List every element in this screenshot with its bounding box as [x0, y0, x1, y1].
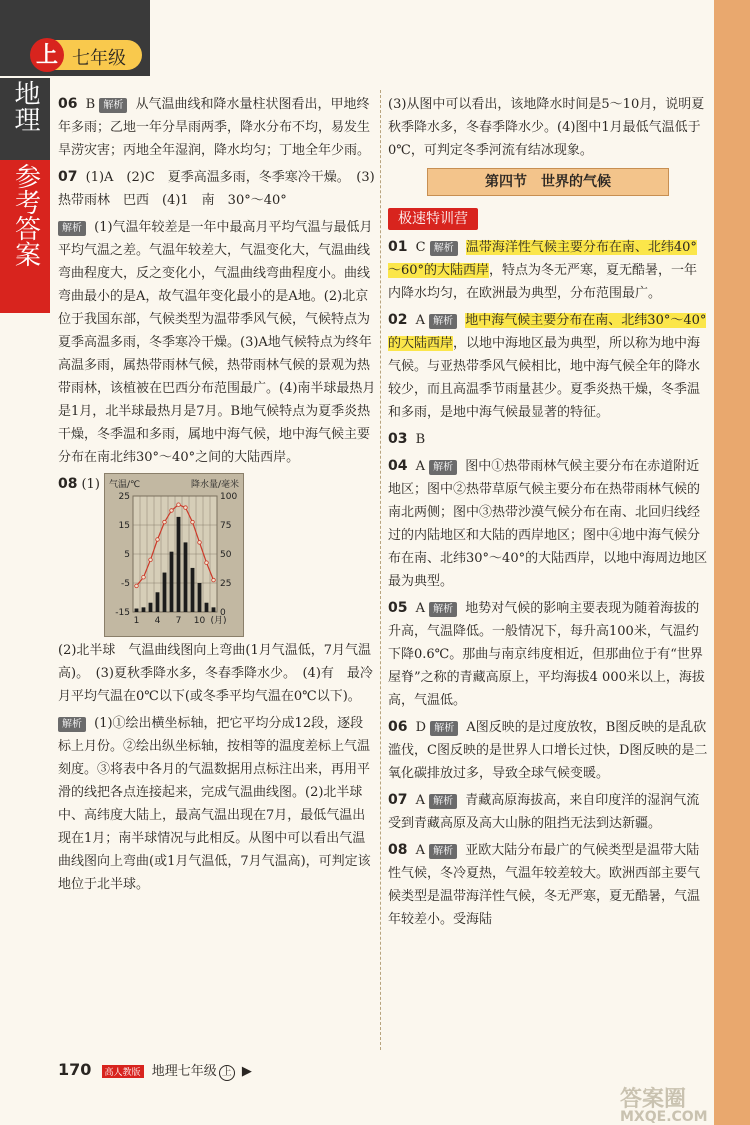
temperature-point — [170, 509, 174, 513]
subject-label: 地理 — [10, 80, 40, 132]
temperature-point — [163, 520, 167, 524]
precipitation-bar — [176, 517, 180, 612]
analysis-text: 图中①热带雨林气候主要分布在赤道附近地区；图中②热带草原气候主要分布在热带雨林气候的南北两侧；图中③热带沙漠气候分布在南、北回归线经过的内陆地区和大陆的西岸地区；图中④地中海气候分布在南、北纬30°～40°的大陆西岸，以地中海周边地区最为典型。 — [388, 459, 708, 589]
chart-row — [58, 473, 376, 637]
answer-05 — [388, 597, 708, 712]
precipitation-bar — [155, 592, 159, 612]
footer-mark: 上 — [219, 1065, 235, 1081]
answer-06 — [58, 93, 376, 162]
precipitation-bar — [183, 542, 187, 612]
temperature-point — [212, 578, 216, 582]
answer-choice: A — [415, 793, 426, 808]
y-right-tick-label: 25 — [219, 579, 232, 589]
x-axis-label: (月) — [210, 616, 227, 626]
y-right-tick-label: 0 — [219, 608, 226, 618]
y-left-tick-label: 5 — [124, 550, 130, 560]
left-column — [58, 93, 376, 900]
grade-text: 七年级 — [72, 48, 126, 69]
question-number: 06 — [388, 719, 408, 735]
x-tick-label: 1 — [133, 616, 140, 626]
analysis-tag: 解析 — [99, 98, 127, 113]
precipitation-bar — [169, 552, 173, 612]
highlighted-text: 地中海气候主要分布在南、北纬30°～40°的大陆西岸 — [388, 313, 707, 351]
answer-08 — [58, 473, 376, 708]
analysis-text: 亚欧大陆分布最广的气候类型是温带大陆性气候，冬冷夏热，气温年较差较大。欧洲西部主要气候类型是温带海洋性气候，冬无严寒，夏无酷暑，气温年较差小。受海陆 — [388, 843, 701, 927]
answer-07 — [58, 166, 376, 212]
footer-title: 地理七年级 — [151, 1064, 217, 1079]
analysis-tag: 解析 — [429, 314, 457, 329]
analysis-text: 青藏高原海拔高，来自印度洋的湿润气流受到青藏高原及高大山脉的阻挡无法到达新疆。 — [388, 793, 700, 831]
precipitation-bar — [134, 609, 138, 612]
analysis-text: A图反映的是过度放牧，B图反映的是乱砍滥伐，C图反映的是世界人口增长过快，D图反映的是二氧化碳排放过多，导致全球气候变暖。 — [388, 720, 708, 781]
grade-mark: 上 — [30, 38, 64, 72]
question-number: 04 — [388, 458, 408, 474]
question-number: 07 — [388, 792, 408, 808]
answer-part-2-4: (2)北半球 气温曲线图向上弯曲(1月气温低，7月气温高)。 (3)夏秋季降水多，冬春季降水少。 (4)有 最冷月平均气温在0℃以下(或冬季平均气温在0℃以下)。 — [58, 643, 373, 704]
section-title: 第四节 世界的气候 — [427, 168, 669, 196]
analysis-tag: 解析 — [430, 721, 458, 736]
highlighted-text: 温带海洋性气候主要分布在南、北纬40°～60°的大陆西岸 — [388, 240, 697, 278]
answer-choice: A — [415, 313, 426, 328]
question-number: 06 — [58, 96, 78, 112]
arrow-icon: ▶ — [241, 1064, 252, 1079]
answer-choice: B — [415, 432, 426, 447]
answer-choice: A — [415, 843, 426, 858]
answer-03 — [388, 428, 708, 451]
watermark-url: MXQE.COM — [620, 1109, 708, 1125]
analysis-07 — [58, 216, 376, 469]
analysis-text: 从气温曲线和降水量柱状图看出，甲地终年多雨；乙地一年分旱雨两季，降水分布不均，易发生旱涝灾害；丙地全年湿润，降水均匀；丁地全年少雨。 — [58, 97, 371, 158]
analysis-08-continued: (3)从图中可以看出，该地降水时间是5～10月，说明夏秋季降水多，冬春季降水少。(4)图中1月最低气温低于0℃，可判定冬季河流有结冰现象。 — [388, 97, 705, 158]
analysis-tag: 解析 — [429, 602, 457, 617]
y-right-tick-label: 50 — [219, 550, 232, 560]
answer-choice: D — [415, 720, 427, 735]
answer-choice: A — [415, 601, 426, 616]
answer-08 — [388, 839, 708, 931]
subject-tab — [0, 78, 50, 160]
precipitation-bar — [190, 568, 194, 612]
precipitation-bar — [162, 573, 166, 612]
answer-choice: A — [415, 459, 426, 474]
temperature-point — [177, 503, 181, 507]
answer-04 — [388, 455, 708, 593]
answer-choice: (1)A (2)C 夏季高温多雨，冬季寒冷干燥。 (3)热带雨林 巴西 (4)1 南 30°～40° — [58, 170, 375, 208]
question-number: 05 — [388, 600, 408, 616]
temperature-point — [198, 541, 202, 545]
temperature-point — [142, 575, 146, 579]
analysis-text: 地势对气候的影响主要表现为随着海拔的升高，气温降低。一般情况下，每升高100米，气温约下降0.6℃。那曲与南京纬度相近，但那曲位于有“世界屋脊”之称的青藏高原上，平均海拔4 000米以上，海拔高，气温低。 — [388, 601, 705, 708]
question-number: 02 — [388, 312, 408, 328]
analysis-tag: 解析 — [429, 844, 457, 859]
x-tick-label: 10 — [193, 616, 206, 626]
answer-07 — [388, 789, 708, 835]
analysis-text: (1)气温年较差是一年中最高月平均气温与最低月平均气温之差。气温年较差大，气温变化大，气温曲线弯曲程度大，反之变化小，气温曲线弯曲程度小。曲线弯曲最小的是A，故气温年变化最小的是A地。(2)北京位于我国东部，气候类型为温带季风气候，气候特点为夏季高温多雨，冬季寒冷干燥。(3)A地气候特点为终年高温多雨，属热带雨林气候，热带雨林气候的景观为热带雨林，该植被在巴西分布范围最广。(4)南半球最热月是1月，北半球最热月是7月。B地气候特点为夏季炎热干燥，冬季温和多雨，属地中海气候，地中海气候主要分布在南北纬30°～40°之间的大陆西岸。 — [58, 220, 376, 465]
y-right-tick-label: 75 — [219, 521, 232, 531]
temperature-point — [156, 538, 160, 542]
answer-01 — [388, 236, 708, 305]
section-tab-label: 参考答案 — [10, 163, 41, 267]
answer-02 — [388, 309, 708, 424]
column-divider — [380, 90, 381, 1050]
temperature-point — [135, 584, 139, 588]
page-footer — [58, 1060, 252, 1081]
question-number: 08 — [58, 476, 78, 492]
section-tab — [0, 160, 50, 313]
y-left-tick-label: -15 — [115, 608, 130, 618]
analysis-tag: 解析 — [429, 460, 457, 475]
precipitation-bar — [211, 607, 215, 612]
y-left-tick-label: 25 — [118, 492, 130, 502]
climate-chart-svg — [105, 474, 243, 636]
question-number: 07 — [58, 169, 78, 185]
answer-choice: C — [415, 240, 426, 255]
practice-badge: 极速特训营 — [388, 208, 478, 230]
temperature-point — [184, 506, 188, 510]
analysis-text: ，特点为冬无严寒，夏无酷暑，一年内降水均匀，在欧洲最为典型，分布范围最广。 — [388, 263, 698, 301]
answer-06 — [388, 716, 708, 785]
temperature-point — [205, 561, 209, 565]
precipitation-bar — [141, 607, 145, 612]
y-left-tick-label: 15 — [118, 521, 130, 531]
watermark — [620, 1082, 708, 1125]
analysis-text: (1)①绘出横坐标轴，把它平均分成12段，逐段标上月份。②绘出纵坐标轴，按相等的温度差标上气温刻度。③将表中各月的气温数据用点标注出来，再用平滑的线把各点连接起来，完成气温曲线图。(2)北半球中、高纬度大陆上，最高气温出现在7月，最低气温出现在1月；南半球情况与此相反。从图中可以看出气温曲线图向上弯曲(或1月气温低，7月气温高)，可判定该地位于北半球。 — [58, 716, 371, 892]
temperature-point — [191, 520, 195, 524]
analysis-tag: 解析 — [58, 221, 86, 236]
answer-part: (1) — [81, 477, 100, 492]
x-tick-label: 7 — [175, 616, 182, 626]
y-left-tick-label: -5 — [120, 579, 130, 589]
y-right-axis-label: 降水量/毫米 — [190, 480, 239, 490]
analysis-tag: 解析 — [58, 717, 86, 732]
analysis-08 — [58, 712, 376, 896]
answer-choice: B — [85, 97, 96, 112]
right-column — [388, 93, 708, 935]
series-badge: 高人教版 — [102, 1065, 144, 1078]
watermark-text: 答案圈 — [620, 1087, 687, 1112]
precipitation-bar — [204, 603, 208, 612]
precipitation-bar — [197, 583, 201, 612]
question-number: 03 — [388, 431, 408, 447]
temperature-point — [149, 558, 153, 562]
climate-chart — [104, 473, 244, 637]
analysis-tag: 解析 — [430, 241, 458, 256]
precipitation-bar — [148, 603, 152, 612]
right-margin-strip — [714, 0, 750, 1125]
question-number: 08 — [388, 842, 408, 858]
y-left-axis-label: 气温/℃ — [108, 480, 141, 490]
page-number: 170 — [58, 1060, 92, 1079]
y-right-tick-label: 100 — [219, 492, 238, 502]
x-tick-label: 4 — [154, 616, 161, 626]
analysis-tag: 解析 — [429, 794, 457, 809]
question-number: 01 — [388, 239, 408, 255]
analysis-text: ，以地中海地区最为典型，所以称为地中海气候。与亚热带季风气候相比，地中海气候全年的降水较少，而且高温季节雨量甚少。夏季炎热干燥，冬季温和多雨，是地中海气候最显著的特征。 — [388, 336, 701, 420]
